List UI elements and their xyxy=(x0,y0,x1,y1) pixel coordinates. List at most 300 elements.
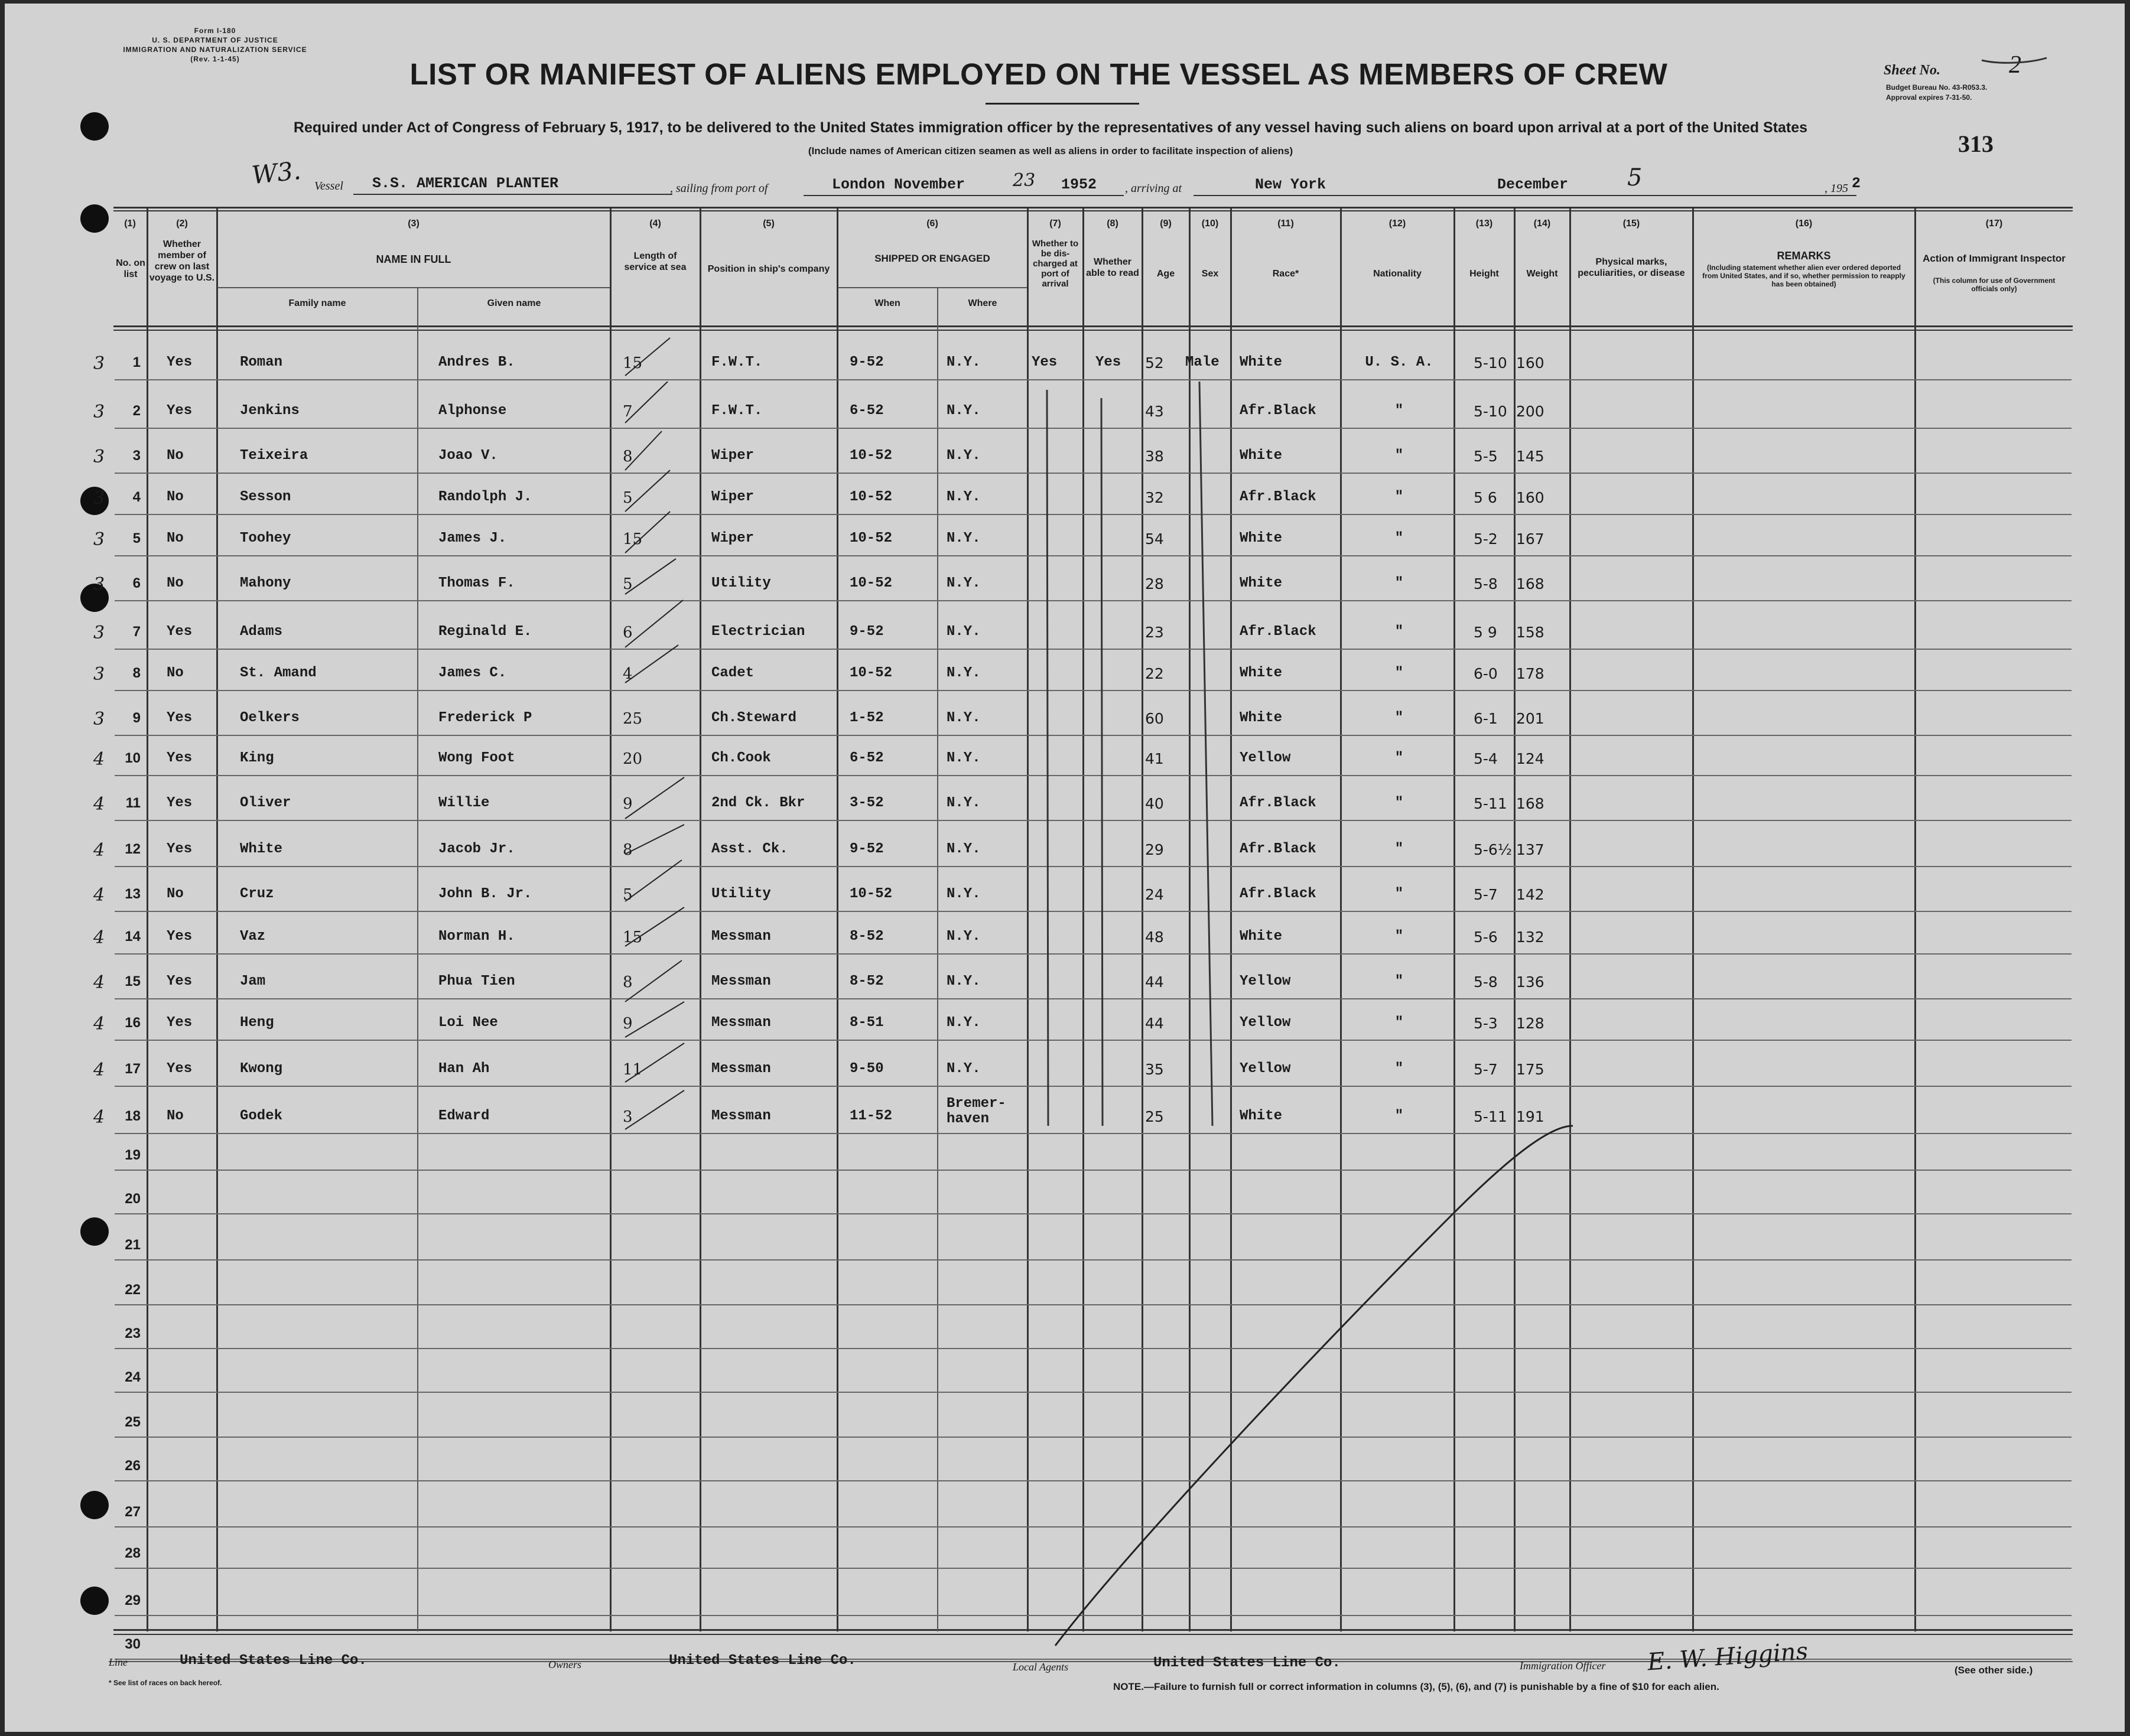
cell-where: N.Y. xyxy=(947,1061,981,1077)
tally-mark: 4 xyxy=(93,1107,105,1128)
cell-service: 5 xyxy=(623,575,633,593)
cell-where: N.Y. xyxy=(947,710,981,726)
vessel-label: Vessel xyxy=(314,180,343,193)
tally-mark: 3 xyxy=(93,664,105,685)
ditto-line-sex xyxy=(1199,382,1212,1126)
cell-age: 28 xyxy=(1145,575,1164,592)
cell-weight: 200 xyxy=(1516,403,1544,420)
cell-height: 5-11 xyxy=(1474,1108,1507,1125)
service-name: IMMIGRATION AND NATURALIZATION SERVICE xyxy=(123,45,307,54)
cell-nationality: " xyxy=(1394,575,1404,591)
row-number: 4 xyxy=(132,489,141,505)
cell-age: 43 xyxy=(1145,403,1164,420)
cell-nationality: " xyxy=(1394,624,1404,640)
cell-when: 9-52 xyxy=(850,841,884,857)
cell-discharged: Yes xyxy=(1032,354,1058,370)
cell-height: 5-10 xyxy=(1474,354,1507,372)
cell-height: 5 9 xyxy=(1474,624,1497,641)
penalty-note: NOTE.—Failure to furnish full or correct information in columns (3), (5), (6), and (7) is punishable by a fine of $10 for each alien. xyxy=(1113,1681,1719,1692)
cell-age: 44 xyxy=(1145,973,1164,991)
cell-service: 15 xyxy=(623,530,643,548)
line-company: United States Line Co. xyxy=(180,1653,367,1669)
cell-service: 25 xyxy=(623,710,643,728)
cell-where: N.Y. xyxy=(947,665,981,681)
cell-height: 5-8 xyxy=(1474,973,1498,991)
cell-weight: 137 xyxy=(1516,841,1544,858)
cell-where: N.Y. xyxy=(947,795,981,811)
cell-sex: Male xyxy=(1185,354,1220,370)
cell-where: N.Y. xyxy=(947,575,981,591)
cell-age: 40 xyxy=(1145,795,1164,812)
cell-weight: 128 xyxy=(1516,1015,1544,1032)
row-number: 17 xyxy=(125,1061,141,1077)
cell-age: 38 xyxy=(1145,448,1164,465)
tick-mark xyxy=(625,1043,684,1082)
cell-position: Wiper xyxy=(711,489,755,505)
tick-mark xyxy=(625,825,684,854)
row-number: 29 xyxy=(125,1592,141,1608)
page-title: LIST OR MANIFEST OF ALIENS EMPLOYED ON THE VESSEL AS MEMBERS OF CREW xyxy=(409,57,1668,91)
row-number: 9 xyxy=(132,710,141,726)
sailing-year: 1952 xyxy=(1061,176,1097,193)
agents-label: Local Agents xyxy=(1013,1661,1069,1673)
cell-service: 4 xyxy=(623,665,633,683)
cell-race: White xyxy=(1240,929,1283,944)
cell-when: 6-52 xyxy=(850,750,884,766)
cell-weight: 142 xyxy=(1516,886,1544,903)
cell-service: 9 xyxy=(623,1015,633,1033)
cell-where: N.Y. xyxy=(947,841,981,857)
row-number: 25 xyxy=(125,1414,141,1430)
cell-family: Oliver xyxy=(240,795,291,811)
cell-position: Asst. Ck. xyxy=(711,841,788,857)
cell-age: 22 xyxy=(1145,665,1164,682)
tally-mark: 4 xyxy=(93,885,105,906)
cell-nationality: " xyxy=(1394,710,1404,726)
cell-height: 5-2 xyxy=(1474,530,1498,548)
cell-prev: Yes xyxy=(167,841,193,857)
cell-family: Adams xyxy=(240,624,283,640)
cell-family: Toohey xyxy=(240,530,291,546)
tally-mark: 4 xyxy=(93,927,105,948)
cell-family: Godek xyxy=(240,1108,283,1124)
row-number: 24 xyxy=(125,1369,141,1385)
cell-position: Messman xyxy=(711,1061,771,1077)
cell-given: Thomas F. xyxy=(438,575,515,591)
header-position: Position in ship's company xyxy=(707,264,830,274)
col-num: (4) xyxy=(649,219,661,229)
cell-given: Edward xyxy=(438,1108,490,1124)
hand-markings xyxy=(5,4,2125,1732)
tally-mark: 4 xyxy=(93,794,105,815)
cell-family: White xyxy=(240,841,283,857)
tally-mark: 4 xyxy=(93,840,105,861)
tick-mark xyxy=(625,777,684,819)
cell-race: Afr.Black xyxy=(1240,403,1316,419)
cell-weight: 167 xyxy=(1516,530,1544,548)
cell-height: 5-7 xyxy=(1474,886,1498,903)
header-physical-marks: Physical marks, peculiarities, or disease xyxy=(1578,257,1685,278)
row-number: 14 xyxy=(125,929,141,944)
cell-service: 3 xyxy=(623,1108,633,1126)
col-num: (6) xyxy=(926,219,938,229)
cell-prev: Yes xyxy=(167,750,193,766)
col-num: (17) xyxy=(1985,219,2003,229)
cell-service: 5 xyxy=(623,489,633,507)
cell-race: Afr.Black xyxy=(1240,841,1316,857)
cell-nationality: " xyxy=(1394,750,1404,766)
tick-mark xyxy=(625,512,670,553)
cancel-diagonal-line xyxy=(1055,1126,1573,1646)
tally-mark: 4 xyxy=(93,972,105,993)
agents-company: United States Line Co. xyxy=(1153,1655,1341,1671)
manifest-sheet xyxy=(5,4,2125,1732)
header-height: Height xyxy=(1469,269,1499,279)
vessel-name: S.S. AMERICAN PLANTER xyxy=(372,175,559,192)
tick-mark xyxy=(625,382,668,423)
cell-age: 32 xyxy=(1145,489,1164,506)
cell-when: 10-52 xyxy=(850,489,893,505)
cell-height: 5-6 xyxy=(1474,929,1498,946)
tick-mark xyxy=(625,338,670,376)
arriving-port: New York xyxy=(1255,176,1326,193)
cell-family: Roman xyxy=(240,354,283,370)
cell-family: Teixeira xyxy=(240,448,308,464)
header-name-in-full: NAME IN FULL xyxy=(376,253,451,265)
cell-nationality: " xyxy=(1394,489,1404,505)
cell-prev: Yes xyxy=(167,795,193,811)
col-num: (13) xyxy=(1475,219,1493,229)
cell-weight: 136 xyxy=(1516,973,1544,991)
header-weight: Weight xyxy=(1526,269,1558,279)
cell-service: 7 xyxy=(623,403,633,421)
cell-where: N.Y. xyxy=(947,1015,981,1031)
cell-given: Loi Nee xyxy=(438,1015,498,1031)
header-shipped-engaged: SHIPPED OR ENGAGED xyxy=(874,253,990,264)
col-num: (11) xyxy=(1277,219,1294,229)
cell-position: Electrician xyxy=(711,624,805,640)
cell-age: 48 xyxy=(1145,929,1164,946)
cell-race: White xyxy=(1240,354,1283,370)
cell-family: Cruz xyxy=(240,886,274,902)
cell-when: 10-52 xyxy=(850,575,893,591)
cell-where: N.Y. xyxy=(947,624,981,640)
cell-race: White xyxy=(1240,1108,1283,1124)
cell-nationality: " xyxy=(1394,795,1404,811)
cell-nationality: " xyxy=(1394,1015,1404,1031)
cell-position: F.W.T. xyxy=(711,403,763,419)
row-number: 19 xyxy=(125,1147,141,1163)
cell-age: 23 xyxy=(1145,624,1164,641)
cell-when: 10-52 xyxy=(850,886,893,902)
row-number: 2 xyxy=(132,403,141,419)
required-statement: Required under Act of Congress of February 5, 1917, to be delivered to the United States immigration officer by the representatives of any vessel having such aliens on board upon arrival at a port of the United States xyxy=(293,119,1808,136)
col-num: (2) xyxy=(176,219,188,229)
cell-when: 11-52 xyxy=(850,1108,893,1124)
cell-where: Bremer- haven xyxy=(947,1096,1006,1127)
cell-height: 5-10 xyxy=(1474,403,1507,420)
cell-family: King xyxy=(240,750,274,766)
cell-prev: No xyxy=(167,575,184,591)
approval-expiry: Approval expires 7-31-50. xyxy=(1886,93,1972,102)
row-number: 18 xyxy=(125,1108,141,1124)
cell-family: St. Amand xyxy=(240,665,317,681)
cell-family: Jam xyxy=(240,973,266,989)
row-number: 23 xyxy=(125,1325,141,1341)
include-note: (Include names of American citizen seamen as well as aliens in order to facilitate inspection of aliens) xyxy=(808,145,1293,157)
cell-height: 5-8 xyxy=(1474,575,1498,592)
cell-weight: 178 xyxy=(1516,665,1544,682)
tally-mark: 3 xyxy=(93,529,105,550)
cell-race: White xyxy=(1240,530,1283,546)
cell-when: 10-52 xyxy=(850,530,893,546)
tally-mark: 3 xyxy=(93,353,105,374)
col-num: (1) xyxy=(124,219,136,229)
cell-race: White xyxy=(1240,448,1283,464)
cell-nationality: U. S. A. xyxy=(1365,354,1433,370)
cell-given: Norman H. xyxy=(438,929,515,944)
cell-given: Randolph J. xyxy=(438,489,532,505)
cell-prev: No xyxy=(167,665,184,681)
arriving-day: 5 xyxy=(1627,164,1643,191)
cell-family: Jenkins xyxy=(240,403,300,419)
cell-position: Wiper xyxy=(711,448,755,464)
cell-weight: 175 xyxy=(1516,1061,1544,1078)
cell-prev: Yes xyxy=(167,929,193,944)
row-number: 21 xyxy=(125,1237,141,1253)
cell-nationality: " xyxy=(1394,403,1404,419)
cell-prev: Yes xyxy=(167,624,193,640)
cell-family: Mahony xyxy=(240,575,291,591)
cell-when: 8-52 xyxy=(850,973,884,989)
tally-mark: 4 xyxy=(93,1060,105,1080)
cell-prev: No xyxy=(167,886,184,902)
cell-service: 8 xyxy=(623,448,633,465)
cell-when: 6-52 xyxy=(850,403,884,419)
cell-given: Reginald E. xyxy=(438,624,532,640)
cell-race: Yellow xyxy=(1240,1061,1291,1077)
row-number: 16 xyxy=(125,1015,141,1031)
cell-when: 3-52 xyxy=(850,795,884,811)
tick-mark xyxy=(625,1002,684,1037)
cell-nationality: " xyxy=(1394,1061,1404,1077)
cell-position: Messman xyxy=(711,973,771,989)
cell-prev: No xyxy=(167,448,184,464)
cell-service: 15 xyxy=(623,354,643,372)
cell-race: Afr.Black xyxy=(1240,886,1316,902)
cell-age: 41 xyxy=(1145,750,1164,767)
cell-given: Joao V. xyxy=(438,448,498,464)
cell-nationality: " xyxy=(1394,1108,1404,1124)
cell-weight: 124 xyxy=(1516,750,1544,767)
cell-age: 24 xyxy=(1145,886,1164,903)
cell-nationality: " xyxy=(1394,929,1404,944)
cell-prev: Yes xyxy=(167,710,193,726)
cell-race: Afr.Black xyxy=(1240,489,1316,505)
tally-mark: 4 xyxy=(93,1014,105,1034)
cell-when: 9-52 xyxy=(850,624,884,640)
cell-service: 9 xyxy=(623,795,633,813)
cell-where: N.Y. xyxy=(947,973,981,989)
tally-mark: 3 xyxy=(93,574,105,595)
sailing-label: , sailing from port of xyxy=(670,182,768,195)
cell-age: 44 xyxy=(1145,1015,1164,1032)
cell-weight: 132 xyxy=(1516,929,1544,946)
cell-age: 54 xyxy=(1145,530,1164,548)
cell-nationality: " xyxy=(1394,530,1404,546)
cell-height: 5-3 xyxy=(1474,1015,1498,1032)
row-number: 30 xyxy=(125,1636,141,1652)
form-revision: (Rev. 1-1-45) xyxy=(190,55,240,63)
cell-prev: Yes xyxy=(167,354,193,370)
col-num: (12) xyxy=(1388,219,1406,229)
tick-mark xyxy=(625,645,678,683)
cell-service: 6 xyxy=(623,624,633,641)
header-inspector-note: (This column for use of Government officials only) xyxy=(1933,276,2056,293)
header-remarks-note: (Including statement whether alien ever ordered deported from United States, and if so, whether permission to reapply has been obtained) xyxy=(1702,263,1905,288)
cell-weight: 145 xyxy=(1516,448,1544,465)
sailing-port: London November xyxy=(832,176,965,193)
cell-given: Wong Foot xyxy=(438,750,515,766)
header-age: Age xyxy=(1156,269,1175,279)
cell-height: 6-0 xyxy=(1474,665,1498,682)
cell-given: Andres B. xyxy=(438,354,515,370)
col-num: (7) xyxy=(1049,219,1061,229)
sheet-number: 2 xyxy=(2009,51,2021,79)
cell-service: 8 xyxy=(623,973,633,991)
cell-where: N.Y. xyxy=(947,886,981,902)
header-length-of-service: Length of service at sea xyxy=(624,251,687,272)
col-num: (5) xyxy=(763,219,775,229)
cell-given: Willie xyxy=(438,795,490,811)
cell-service: 5 xyxy=(623,886,633,904)
cell-where: N.Y. xyxy=(947,489,981,505)
cell-where: N.Y. xyxy=(947,448,981,464)
cell-race: White xyxy=(1240,710,1283,726)
sheet-label: Sheet No. xyxy=(1884,63,1940,78)
col-num: (10) xyxy=(1201,219,1219,229)
header-previous-voyage: Whether member of crew on last voyage to U.S. xyxy=(149,239,215,283)
cell-age: 35 xyxy=(1145,1061,1164,1078)
cell-position: Messman xyxy=(711,929,771,944)
arriving-month: December xyxy=(1497,176,1569,193)
tick-mark xyxy=(625,600,683,647)
row-number: 15 xyxy=(125,973,141,989)
cell-when: 9-52 xyxy=(850,354,884,370)
row-number: 22 xyxy=(125,1282,141,1298)
form-number: Form I-180 xyxy=(194,27,236,35)
budget-bureau: Budget Bureau No. 43-R053.3. xyxy=(1886,83,1988,92)
cell-height: 5 6 xyxy=(1474,489,1497,506)
sailing-day: 23 xyxy=(1013,170,1036,191)
cell-family: Vaz xyxy=(240,929,266,944)
cell-given: James J. xyxy=(438,530,507,546)
tally-mark: 4 xyxy=(93,749,105,770)
tick-mark xyxy=(625,431,662,470)
row-number: 8 xyxy=(132,665,141,681)
cell-height: 5-7 xyxy=(1474,1061,1498,1078)
ditto-line-discharged xyxy=(1047,390,1048,1126)
cell-prev: No xyxy=(167,489,184,505)
year-prefix: , 195 xyxy=(1825,182,1848,195)
cell-position: Utility xyxy=(711,886,771,902)
cell-position: Utility xyxy=(711,575,771,591)
col-num: (9) xyxy=(1160,219,1172,229)
header-able-to-read: Whether able to read xyxy=(1086,257,1139,278)
row-number: 13 xyxy=(125,886,141,902)
cell-prev: Yes xyxy=(167,973,193,989)
officer-signature: E. W. Higgins xyxy=(1646,1637,1809,1676)
cell-when: 8-52 xyxy=(850,929,884,944)
cell-position: Ch.Steward xyxy=(711,710,797,726)
row-number: 6 xyxy=(132,575,141,591)
cell-family: Oelkers xyxy=(240,710,300,726)
header-no-on-list: No. on list xyxy=(116,258,145,279)
cell-race: Yellow xyxy=(1240,1015,1291,1031)
cell-position: Messman xyxy=(711,1108,771,1124)
header-given-name: Given name xyxy=(487,298,541,308)
year-suffix: 2 xyxy=(1852,175,1861,192)
tick-mark xyxy=(625,907,684,946)
row-number: 20 xyxy=(125,1191,141,1207)
cell-position: F.W.T. xyxy=(711,354,763,370)
cell-read: Yes xyxy=(1095,354,1121,370)
margin-note: W3. xyxy=(250,155,303,190)
header-discharged: Whether to be dis- charged at port of arrival xyxy=(1032,239,1079,289)
cell-age: 60 xyxy=(1145,710,1164,727)
cell-age: 52 xyxy=(1145,354,1164,372)
cell-race: White xyxy=(1240,575,1283,591)
cell-age: 25 xyxy=(1145,1108,1164,1125)
cell-prev: Yes xyxy=(167,403,193,419)
header-family-name: Family name xyxy=(288,298,346,308)
cell-weight: 160 xyxy=(1516,354,1544,372)
tally-mark: 3 xyxy=(93,447,105,467)
arriving-label: , arriving at xyxy=(1125,182,1182,195)
row-number: 12 xyxy=(125,841,141,857)
owners-company: United States Line Co. xyxy=(669,1653,856,1669)
cell-given: Han Ah xyxy=(438,1061,490,1077)
cell-race: Yellow xyxy=(1240,750,1291,766)
see-other-side: (See other side.) xyxy=(1955,1665,2033,1676)
owners-label: Owners xyxy=(548,1659,582,1670)
department: U. S. DEPARTMENT OF JUSTICE xyxy=(152,36,278,44)
tally-mark: 3 xyxy=(93,488,105,509)
cell-weight: 201 xyxy=(1516,710,1544,727)
cell-height: 6-1 xyxy=(1474,710,1498,727)
col-num: (15) xyxy=(1622,219,1640,229)
cell-race: Afr.Black xyxy=(1240,624,1316,640)
cell-where: N.Y. xyxy=(947,929,981,944)
cell-height: 5-4 xyxy=(1474,750,1498,767)
cell-where: N.Y. xyxy=(947,530,981,546)
cell-race: Yellow xyxy=(1240,973,1291,989)
row-number: 1 xyxy=(132,354,141,370)
cell-weight: 160 xyxy=(1516,489,1544,506)
row-number: 7 xyxy=(132,624,141,640)
header-inspector-action: Action of Immigrant Inspector xyxy=(1923,253,2066,264)
cell-family: Sesson xyxy=(240,489,291,505)
sheet-number-stroke xyxy=(1982,58,2047,63)
cell-position: Ch.Cook xyxy=(711,750,771,766)
header-remarks: REMARKS xyxy=(1777,250,1831,262)
cell-age: 29 xyxy=(1145,841,1164,858)
cell-where: N.Y. xyxy=(947,750,981,766)
page-number: 313 xyxy=(1958,131,1994,157)
cell-position: Wiper xyxy=(711,530,755,546)
cell-when: 9-50 xyxy=(850,1061,884,1077)
cell-service: 20 xyxy=(623,750,643,768)
